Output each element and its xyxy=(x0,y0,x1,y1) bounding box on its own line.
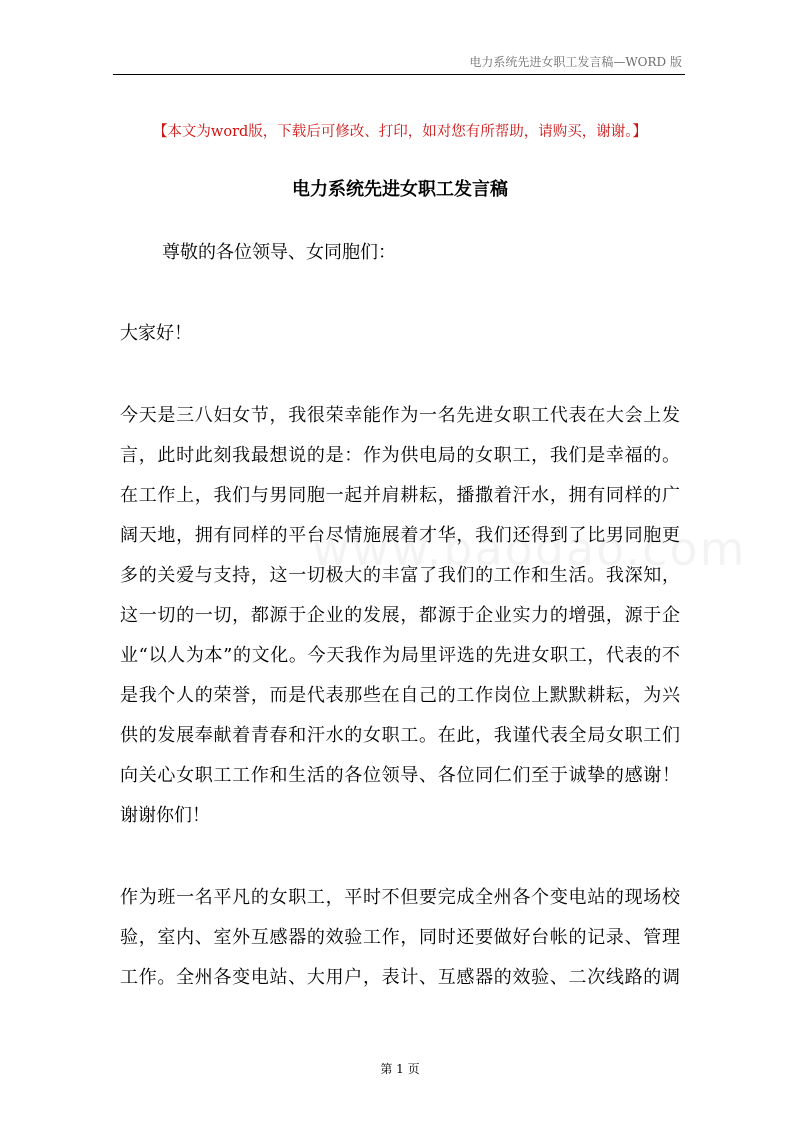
text-line: 业“以人为本”的文化。今天我作为局里评选的先进女职工，代表的不 xyxy=(120,645,680,666)
text-line: 向关心女职工工作和生活的各位领导、各位同仁们至于诚挚的感谢！ xyxy=(120,765,680,786)
header-divider xyxy=(113,74,685,75)
text-line: 阔天地，拥有同样的平台尽情施展着才华，我们还得到了比男同胞更 xyxy=(120,525,680,546)
text-line: 谢谢你们！ xyxy=(120,805,210,826)
page-number: 第 1 页 xyxy=(380,1062,420,1076)
greeting: 大家好！ xyxy=(120,323,192,344)
text-line: 言，此时此刻我最想说的是：作为供电局的女职工，我们是幸福的。 xyxy=(120,445,680,466)
text-line: 这一切的一切，都源于企业的发展，都源于企业实力的增强，源于企 xyxy=(120,605,680,626)
text-line: 验，室内、室外互感器的效验工作，同时还要做好台帐的记录、管理 xyxy=(120,927,680,948)
text-line: 作为班一名平凡的女职工，平时不但要完成全州各个变电站的现场校 xyxy=(120,887,680,908)
salutation: 尊敬的各位领导、女同胞们： xyxy=(162,242,396,263)
text-line: 多的关爱与支持，这一切极大的丰富了我们的工作和生活。我深知， xyxy=(120,565,680,586)
text-line: 是我个人的荣誉，而是代表那些在自己的工作岗位上默默耕耘，为兴 xyxy=(120,685,680,706)
text-line: 在工作上，我们与男同胞一起并肩耕耘，播撒着汗水，拥有同样的广 xyxy=(120,485,680,506)
text-line: 工作。全州各变电站、大用户，表计、互感器的效验、二次线路的调 xyxy=(120,967,680,988)
purchase-notice: 【本文为word版，下载后可修改、打印，如对您有所帮助，请购买，谢谢。】 xyxy=(152,124,648,140)
text-line: 今天是三八妇女节，我很荣幸能作为一名先进女职工代表在大会上发 xyxy=(120,405,680,426)
running-header: 电力系统先进女职工发言稿—WORD 版 xyxy=(469,55,682,69)
text-line: 供的发展奉献着青春和汗水的女职工。在此，我谨代表全局女职工们 xyxy=(120,725,680,746)
document-title: 电力系统先进女职工发言稿 xyxy=(292,179,508,200)
